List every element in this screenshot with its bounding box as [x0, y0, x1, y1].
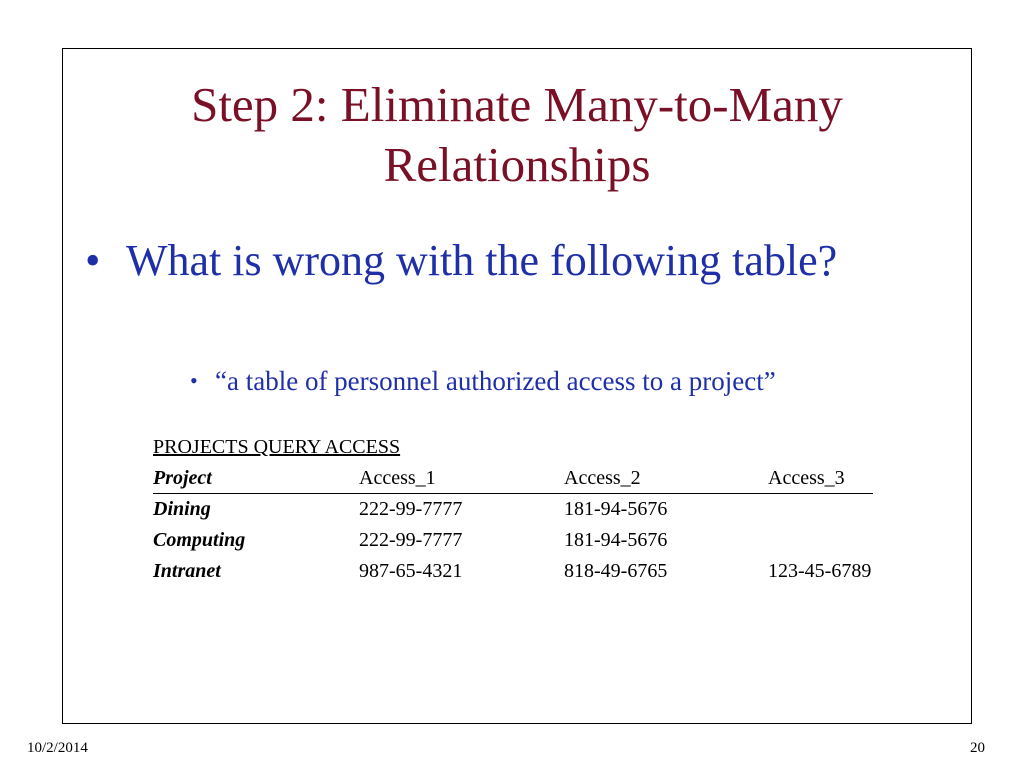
main-bullet: [85, 234, 955, 288]
page-number: 20: [970, 740, 985, 756]
access-1-cell: 222-99-7777: [359, 529, 463, 551]
sub-bullet-text: “a table of personnel authorized access to a project”: [215, 366, 776, 396]
access-1-cell: 222-99-7777: [359, 498, 463, 520]
access-1-cell: 987-65-4321: [359, 560, 463, 582]
project-name-cell: Dining: [153, 498, 211, 520]
main-bullet-text: What is wrong with the following table?: [126, 236, 838, 285]
table-caption: PROJECTS QUERY ACCESS: [153, 436, 401, 458]
table-row: [153, 494, 873, 525]
column-header-access-3: Access_3: [768, 467, 845, 489]
column-header-project: Project: [153, 467, 212, 489]
table-row: [153, 556, 873, 587]
bullet-icon: •: [190, 368, 198, 393]
column-header-access-1: Access_1: [359, 467, 436, 489]
column-header-access-2: Access_2: [564, 467, 641, 489]
access-2-cell: 181-94-5676: [564, 498, 668, 520]
access-2-cell: 181-94-5676: [564, 529, 668, 551]
access-2-cell: 818-49-6765: [564, 560, 668, 582]
table-row: [153, 525, 873, 556]
project-name-cell: Computing: [153, 529, 246, 551]
table-header-row: [153, 463, 873, 494]
footer-date: 10/2/2014: [27, 740, 88, 756]
bullet-icon: •: [85, 236, 101, 285]
access-3-cell: 123-45-6789: [768, 560, 872, 582]
projects-table: [153, 432, 873, 587]
slide-title: Step 2: Eliminate Many-to-Many Relationships: [191, 77, 843, 192]
project-name-cell: Intranet: [153, 560, 221, 582]
sub-bullet: [190, 364, 970, 398]
